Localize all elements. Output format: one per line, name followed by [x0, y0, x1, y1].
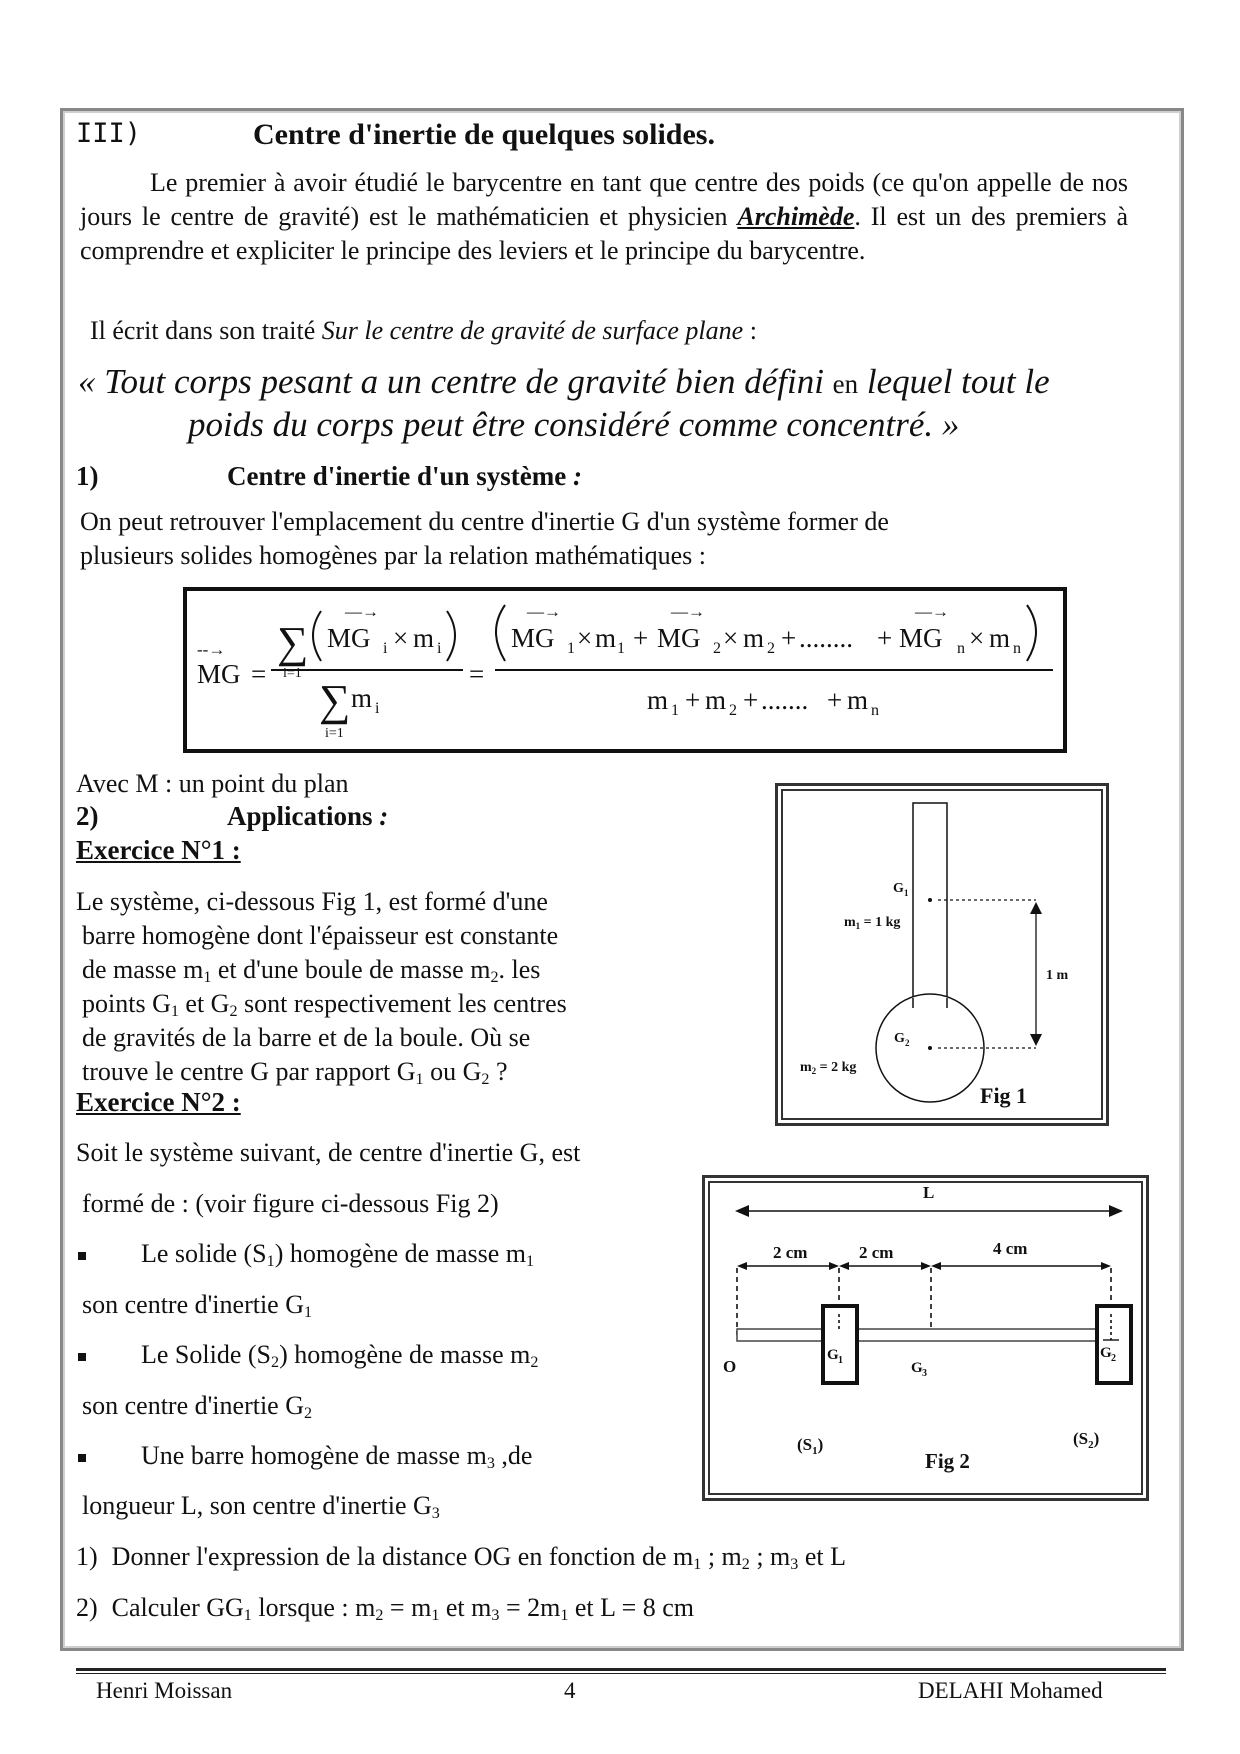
q2-num: 2): [76, 1593, 98, 1622]
figure-2-svg: [705, 1178, 1146, 1498]
ex1-l4-a: points G: [82, 989, 171, 1018]
lhs-arrow: --→: [197, 640, 226, 659]
footer-right: DELAHI Mohamed: [918, 1678, 1103, 1703]
q2-b: lorsque : m: [251, 1593, 376, 1622]
avec-line: Avec M : un point du plan: [76, 769, 349, 798]
footer-left: Henri Moissan: [96, 1678, 233, 1703]
q2-s4: 3: [491, 1607, 500, 1625]
ex2-question-2: [76, 1593, 694, 1623]
ex1-line-4: [82, 989, 567, 1019]
ex2-bullet-1-line-2: [82, 1290, 312, 1320]
formula-box: [183, 587, 1067, 753]
formula-eq-1: =: [251, 659, 267, 689]
fig1-caption: Fig 1: [980, 1083, 1028, 1108]
b3-b: ,de: [494, 1441, 533, 1470]
fig1-g2: G: [894, 1031, 905, 1046]
fig2-d2: 2 cm: [859, 1243, 894, 1262]
q2-s3: 1: [431, 1607, 440, 1625]
fig1-mask: [914, 998, 946, 1008]
sub2-title-wrap: [227, 801, 388, 832]
ex1-l3-a: de masse m: [82, 955, 204, 984]
num2-m2-sub: 2: [767, 640, 775, 657]
section-number: III): [76, 118, 142, 149]
bullet-3-icon: [78, 1454, 86, 1462]
q1-s3: 3: [790, 1556, 799, 1574]
q2-s1: 1: [243, 1607, 252, 1625]
figure-2: [702, 1175, 1149, 1501]
q2-d: et m: [439, 1593, 492, 1622]
fig1-distance: 1 m: [1046, 968, 1069, 983]
ex2-line-1: Soit le système suivant, de centre d'inertie G, est: [76, 1138, 581, 1167]
b2-m: 2: [530, 1354, 539, 1372]
num2-dots: ........: [799, 623, 853, 653]
fig2-seg2-al: [839, 1262, 849, 1270]
mg1-arrow: —→: [527, 602, 561, 621]
b2-l2-sub: 2: [304, 1405, 313, 1423]
b3-m: 3: [486, 1455, 495, 1473]
q2-a: Calculer GG: [111, 1593, 244, 1622]
fig2-L-arrow-left: [735, 1205, 749, 1217]
quote-part-1: « Tout corps pesant a un centre de gravité bien défini: [78, 362, 824, 401]
ex2-bullet-3-line-2: [82, 1491, 440, 1521]
b1-a: Le solide (S: [141, 1239, 267, 1268]
sub1-colon: :: [572, 461, 582, 491]
sum-num-index: i=1: [283, 666, 302, 681]
num2-mg1: MG: [511, 623, 555, 653]
den2-plus-1: +: [685, 685, 701, 715]
fig1-g1-sub: 1: [904, 888, 909, 898]
num2-plus-1: +: [633, 623, 649, 653]
bullet-2-icon: [78, 1353, 86, 1361]
sub1-text-line-2: plusieurs solides homogènes par la relation mathématiques :: [80, 541, 707, 570]
b3-l2-sub: 3: [431, 1505, 440, 1523]
num2-plus-3: +: [877, 623, 893, 653]
num2-times-1: ×: [577, 623, 593, 653]
num2-m1-sub: 1: [617, 640, 625, 657]
b1-b: ) homogène de masse m: [274, 1239, 526, 1268]
den2-dots: .......: [761, 685, 809, 715]
ex1-l4-b: et G: [178, 989, 230, 1018]
sub1-number: 1): [76, 461, 99, 491]
num2-times-2: ×: [723, 623, 739, 653]
sub1-text-line-1: On peut retrouver l'emplacement du centre d'inertie G d'un système former de: [80, 507, 889, 536]
b3-l2: longueur L, son centre d'inertie G: [82, 1491, 432, 1520]
fig2-g1: G: [827, 1347, 839, 1363]
ex2-bullet-2-line-2: [82, 1391, 312, 1421]
ex1-l6-b: ou G: [423, 1057, 482, 1086]
num2-mg2-sub: 2: [713, 640, 721, 657]
num-m-sub: i: [437, 640, 442, 657]
num2-mgn-sub: n: [957, 640, 965, 657]
footer-rule-thin: [76, 1673, 1166, 1674]
mgn-arrow: —→: [915, 602, 949, 621]
num2-times-n: ×: [969, 623, 985, 653]
fig2-solid-s1: [823, 1306, 857, 1383]
sum-den: ∑: [319, 676, 351, 725]
sub1-title: Centre d'inertie d'un système: [227, 461, 567, 491]
b2-a: Le Solide (S: [141, 1340, 271, 1369]
q1-d: et L: [798, 1542, 846, 1571]
fig2-g2: G: [1100, 1345, 1112, 1361]
treatise-text-b: :: [743, 316, 757, 345]
fig2-g2-sub: 2: [1111, 1353, 1116, 1364]
ex2-title: Exercice N°2 :: [76, 1087, 241, 1117]
fig2-g1-sub: 1: [838, 1355, 843, 1366]
num2-mg1-sub: 1: [567, 640, 575, 657]
ex2-bullet-2: [78, 1340, 538, 1370]
fig2-seg1-ar: [829, 1262, 839, 1270]
sub2-number: 2): [76, 801, 99, 831]
num2-plus-2: +: [781, 623, 797, 653]
ex1-l6-sub2: 2: [481, 1071, 490, 1089]
q1-s1: 1: [693, 1556, 702, 1574]
fig1-m1: $m_1 = 1$ kg: [844, 915, 901, 931]
treatise-title: Sur le centre de gravité de surface plane: [321, 316, 744, 345]
ex2-bullet-1: [78, 1239, 534, 1269]
quote-line-1: [78, 362, 1050, 402]
fig1-g2-dot: [928, 1046, 932, 1050]
intro-text-b: . Il est un des premiers à comprendre et expliciter le principe des leviers et le principe du barycentre.: [80, 202, 1128, 265]
fig2-g3-sub: 3: [922, 1368, 927, 1379]
den-m-sub: i: [375, 700, 380, 717]
num2-m2: m: [743, 623, 765, 653]
q1-s2: 2: [741, 1556, 750, 1574]
b2-b: ) homogène de masse m: [279, 1340, 531, 1369]
fig1-bar: [913, 803, 947, 1006]
den2-plus-3: +: [827, 685, 843, 715]
treatise-text-a: Il écrit dans son traité: [90, 316, 322, 345]
num-times: ×: [393, 623, 409, 653]
sub2-title: Applications: [227, 801, 373, 831]
ex1-l4-c: sont respectivement les centres: [237, 989, 567, 1018]
fig2-L-arrow-right: [1109, 1205, 1123, 1217]
fig2-bar: [737, 1329, 1097, 1341]
q2-s5: 1: [560, 1607, 569, 1625]
q1-a: Donner l'expression de la distance OG en fonction de m: [111, 1542, 694, 1571]
fig2-g3: G: [911, 1360, 923, 1376]
quote-en: en: [832, 369, 859, 399]
ex2-bullet-3: [78, 1441, 532, 1471]
ex1-line-5: de gravités de la barre et de la boule. Où se: [82, 1023, 531, 1052]
ex1-line-6: [82, 1057, 507, 1087]
sub2-colon: :: [379, 801, 389, 831]
fig2-caption: Fig 2: [925, 1449, 970, 1473]
sum-num: ∑: [277, 618, 309, 667]
fig2-seg2-ar: [921, 1262, 931, 1270]
quote-line-2: poids du corps peut être considéré comme concentré. »: [188, 405, 960, 444]
fig1-g2-sub: 2: [905, 1038, 910, 1048]
bullet-1-icon: [78, 1252, 86, 1260]
paren-left-2: [496, 605, 505, 661]
footer-page-number: 4: [564, 1678, 576, 1703]
paren-right-1: [447, 611, 455, 661]
fig1-g1: G: [893, 881, 904, 896]
ex2-line-2: formé de : (voir figure ci-dessous Fig 2): [82, 1189, 499, 1218]
ex2-question-1: [76, 1542, 846, 1572]
q1-num: 1): [76, 1542, 98, 1571]
paren-left-1: [313, 611, 321, 661]
figure-1-svg: [778, 786, 1106, 1123]
q1-c: ; m: [749, 1542, 791, 1571]
mgi-arrow: —→: [345, 602, 379, 621]
fig2-seg1-al: [737, 1262, 747, 1270]
q2-f: et L = 8 cm: [568, 1593, 694, 1622]
ex1-l3-b: et d'une boule de masse m: [211, 955, 491, 984]
fig1-arrow-down: [1030, 1034, 1042, 1046]
q1-b: ; m: [701, 1542, 742, 1571]
ex1-l6-a: trouve le centre G par rapport G: [82, 1057, 416, 1086]
ex1-line-3: [82, 955, 540, 985]
figure-1: [775, 783, 1109, 1126]
num-mgi: MG: [327, 623, 371, 653]
num2-mn-sub: n: [1013, 640, 1021, 657]
b1-m: 1: [525, 1253, 535, 1271]
q2-s2: 2: [375, 1607, 384, 1625]
intro-treatise-line: [90, 316, 757, 346]
b2-s: 2: [271, 1354, 280, 1372]
fig2-L: L: [923, 1183, 935, 1202]
num-mgi-sub: i: [383, 640, 388, 657]
num-m: m: [413, 623, 435, 653]
ex1-l6-sub1: 1: [415, 1071, 424, 1089]
den2-mn-sub: n: [871, 702, 879, 719]
b2-l2: son centre d'inertie G: [82, 1391, 304, 1420]
q2-c: = m: [383, 1593, 432, 1622]
den2-mn: m: [847, 685, 869, 715]
b1-l2: son centre d'inertie G: [82, 1290, 304, 1319]
fig1-arrow-up: [1030, 902, 1042, 914]
formula-eq-2: =: [469, 659, 485, 689]
sum-den-index: i=1: [325, 726, 344, 741]
den2-m2: m: [705, 685, 727, 715]
fig2-seg3-ar: [1101, 1262, 1111, 1270]
intro-paragraph: [80, 166, 1128, 268]
ex1-title: Exercice N°1 :: [76, 835, 241, 865]
fig2-d3: 4 cm: [993, 1239, 1028, 1258]
paren-right-2: [1027, 605, 1036, 661]
b3-a: Une barre homogène de masse m: [141, 1441, 487, 1470]
fig2-s1-label: $(S_1)$: [797, 1435, 824, 1457]
den2-m2-sub: 2: [729, 702, 737, 719]
num2-mgn: MG: [899, 623, 943, 653]
ex1-l3-sub1: 1: [203, 969, 212, 987]
den2-m1: m: [647, 685, 669, 715]
ex1-l4-sub1: 1: [170, 1003, 179, 1021]
footer-rule-thick: [76, 1668, 1166, 1671]
b1-l2-sub: 1: [304, 1304, 313, 1322]
num2-mn: m: [989, 623, 1011, 653]
den-m: m: [351, 683, 373, 713]
ex1-line-1: Le système, ci-dessous Fig 1, est formé d'une: [76, 887, 548, 916]
fig1-m2: $m_2 = 2$ kg: [800, 1060, 857, 1076]
fig2-s2-label: $(S_2)$: [1073, 1429, 1100, 1451]
q2-e: = 2m: [499, 1593, 561, 1622]
fig2-O: O: [723, 1357, 737, 1376]
ex1-l4-sub2: 2: [229, 1003, 238, 1021]
section-title: Centre d'inertie de quelques solides.: [253, 118, 715, 151]
fig2-seg3-al: [931, 1262, 941, 1270]
den2-plus-2: +: [743, 685, 759, 715]
num2-mg2: MG: [657, 623, 701, 653]
ex1-l3-c: . les: [498, 955, 541, 984]
formula-lhs: MG: [197, 659, 241, 689]
ex1-l3-sub2: 2: [490, 969, 499, 987]
mg2-arrow: —→: [671, 602, 705, 621]
ex1-line-2: barre homogène dont l'épaisseur est constante: [82, 921, 559, 950]
fig2-d1: 2 cm: [773, 1243, 808, 1262]
intro-text-a: Le premier à avoir étudié le barycentre en tant que centre des poids (ce qu'on appelle de nos jours le centre de gravité) est le mathématicien et physicien: [80, 168, 1128, 231]
b1-s: 1: [266, 1253, 275, 1271]
quote-part-2: lequel tout le: [866, 362, 1050, 401]
archimede-name: Archimède: [737, 202, 855, 231]
formula-svg: [187, 591, 1063, 749]
num2-m1: m: [595, 623, 617, 653]
sub1-title-wrap: [227, 461, 582, 492]
den2-m1-sub: 1: [671, 702, 679, 719]
ex1-l6-c: ?: [489, 1057, 508, 1086]
fig1-g1-dot: [928, 898, 932, 902]
